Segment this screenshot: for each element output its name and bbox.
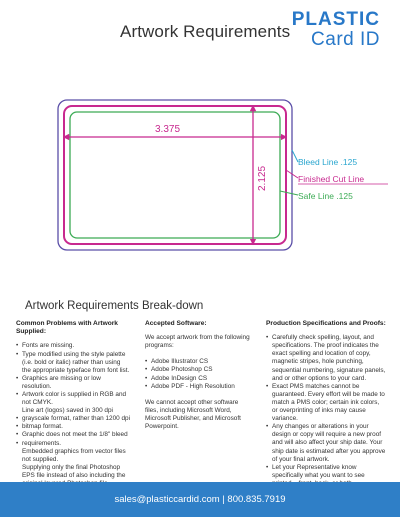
safe-leader: [280, 191, 298, 195]
production-specs-column: [266, 320, 386, 488]
list-item: • Fonts are missing.: [16, 342, 130, 350]
list-item: • Adobe Illustrator CS: [145, 358, 250, 366]
breakdown-title: Artwork Requirements Break-down: [25, 300, 204, 312]
logo-line-2: Card ID: [311, 29, 380, 50]
list-item: • grayscale format, rather than 1200 dpi: [16, 415, 130, 423]
logo-line-1: PLASTIC: [291, 9, 380, 30]
list-item: • Adobe Photoshop CS: [145, 366, 250, 374]
safe-line-label: Safe Line .125: [298, 191, 353, 201]
list-item: Line art (logos) saved in 300 dpi: [22, 407, 113, 415]
accepted-software-note: We cannot accept other software files, including Microsoft Word, Microsoft Publisher, and Microsoft Powerpoint.: [145, 398, 241, 431]
list-item: • bitmap format.: [16, 423, 130, 431]
list-item: • Let your Representative know specifically what you want to see: [266, 464, 386, 488]
production-specs-heading: Production Specifications and Proofs:: [266, 320, 386, 327]
bleed-line-label: Bleed Line .125: [298, 157, 358, 167]
common-problems-list: [16, 342, 130, 488]
list-item: • Carefully check spelling, layout, and specifications. The proof indicates the exact spelling and location of copy, magnetic stripes, hole punching, sequential numbering, signature panels, and or other options to your card.: [266, 334, 386, 383]
common-problems-heading: Common Problems with Artwork Supplied:: [16, 320, 118, 336]
footer-bar: [0, 482, 400, 517]
logo: [292, 10, 380, 49]
accepted-software-intro: We accept artwork from the following programs:: [145, 334, 250, 350]
card-diagram: [0, 95, 400, 265]
list-item: Supplying only the final Photoshop EPS file instead of also including the: [22, 463, 126, 479]
list-item: • Graphic does not meet the 1/8" bleed: [16, 431, 130, 439]
accepted-software-heading: Accepted Software:: [145, 320, 207, 327]
list-item: • Adobe PDF - High Resolution: [145, 383, 250, 391]
common-problems-column: [16, 320, 130, 488]
accepted-software-column: [145, 320, 250, 437]
page-title: Artwork Requirements: [120, 22, 291, 41]
list-item: • Exact PMS matches cannot be guaranteed. Every effort will be made to match a PMS color; certain ink colors, or overprinting of inks may cause variance.: [266, 383, 386, 423]
contact-info: sales@plasticcardid.com | 800.835.7919: [114, 494, 286, 505]
production-specs-list: [266, 334, 386, 488]
list-item: • Any changes or alterations in your design or copy will require a new proof and will also affect your ship date. Your ship date is estimated after you approve of your final artwork.: [266, 423, 386, 463]
height-label: 2.125: [257, 165, 268, 191]
finished-cut-line-label: Finished Cut Line: [298, 174, 365, 184]
width-label: 3.375: [155, 124, 181, 135]
list-item: • Artwork color is supplied in RGB and not CMYK.: [16, 391, 130, 407]
list-item: • Type modified using the style palette (i.e. bold or italic) rather than using the appropriate typeface from font list.: [16, 351, 130, 375]
accepted-software-list: [145, 358, 250, 390]
list-item: • Graphics are missing or low resolution.: [16, 375, 130, 391]
list-item: • requirements.: [16, 440, 130, 448]
list-item: • Adobe InDesign CS: [145, 375, 250, 383]
list-item: Embedded graphics from vector files not supplied.: [22, 447, 126, 463]
